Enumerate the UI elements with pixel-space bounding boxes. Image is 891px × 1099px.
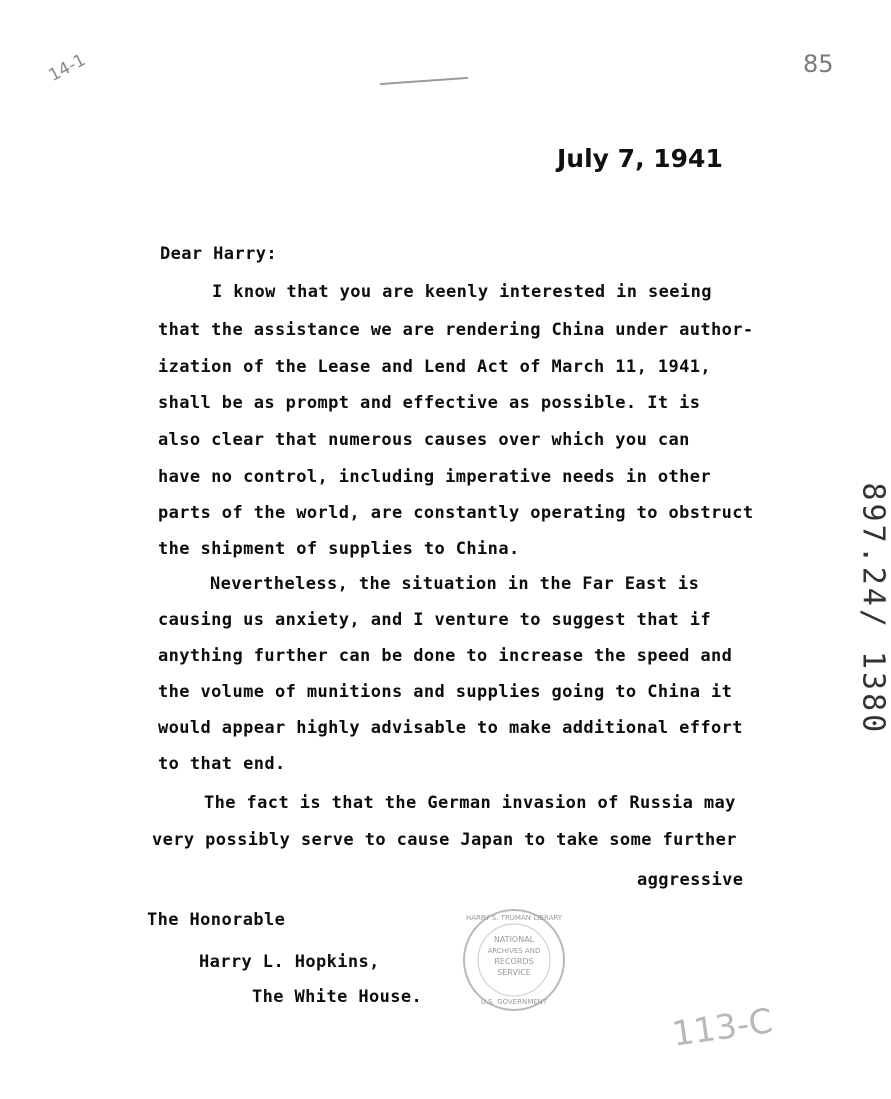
catchword: aggressive xyxy=(637,870,744,890)
file-number-stamp: 897.24/ 1380 xyxy=(855,482,891,736)
text-line: to that end. xyxy=(158,754,286,774)
stamp-text: SERVICE xyxy=(497,968,531,977)
archives-stamp xyxy=(462,908,566,1012)
text-line: Nevertheless, the situation in the Far East is xyxy=(210,574,700,594)
stamp-text: HARRY S. TRUMAN LIBRARY xyxy=(465,914,563,922)
stamp-text: NATIONAL xyxy=(493,935,535,944)
text-line: parts of the world, are constantly operating to obstruct xyxy=(158,503,754,523)
text-line: the volume of munitions and supplies going to China it xyxy=(158,682,733,702)
salutation: Dear Harry: xyxy=(160,244,277,264)
text-line: have no control, including imperative needs in other xyxy=(158,467,712,487)
text-line: causing us anxiety, and I venture to suggest that if xyxy=(158,610,712,630)
text-line: that the assistance we are rendering China under author- xyxy=(158,320,754,340)
page-number: 85 xyxy=(803,50,834,78)
bottom-pencil-note: 113-C xyxy=(669,1001,776,1055)
text-line: very possibly serve to cause Japan to take some further xyxy=(152,830,737,850)
addressee-name: Harry L. Hopkins, xyxy=(199,952,380,972)
addressee-title: The Honorable xyxy=(147,910,286,930)
date-line: July 7, 1941 xyxy=(557,144,723,173)
addressee-location: The White House. xyxy=(252,987,423,1007)
pencil-stroke xyxy=(380,77,468,85)
text-line: I know that you are keenly interested in seeing xyxy=(212,282,712,302)
text-line: ization of the Lease and Lend Act of March 11, 1941, xyxy=(158,357,712,377)
stamp-text: RECORDS xyxy=(494,957,534,966)
text-line: anything further can be done to increase the speed and xyxy=(158,646,733,666)
stamp-text: U.S. GOVERNMENT xyxy=(480,998,548,1006)
stamp-text: ARCHIVES AND xyxy=(487,947,541,955)
text-line: shall be as prompt and effective as possible. It is xyxy=(158,393,701,413)
text-line: The fact is that the German invasion of Russia may xyxy=(204,793,736,813)
text-line: also clear that numerous causes over which you can xyxy=(158,430,690,450)
text-line: the shipment of supplies to China. xyxy=(158,539,520,559)
corner-pencil-note: 14-1 xyxy=(45,50,90,86)
text-line: would appear highly advisable to make additional effort xyxy=(158,718,743,738)
